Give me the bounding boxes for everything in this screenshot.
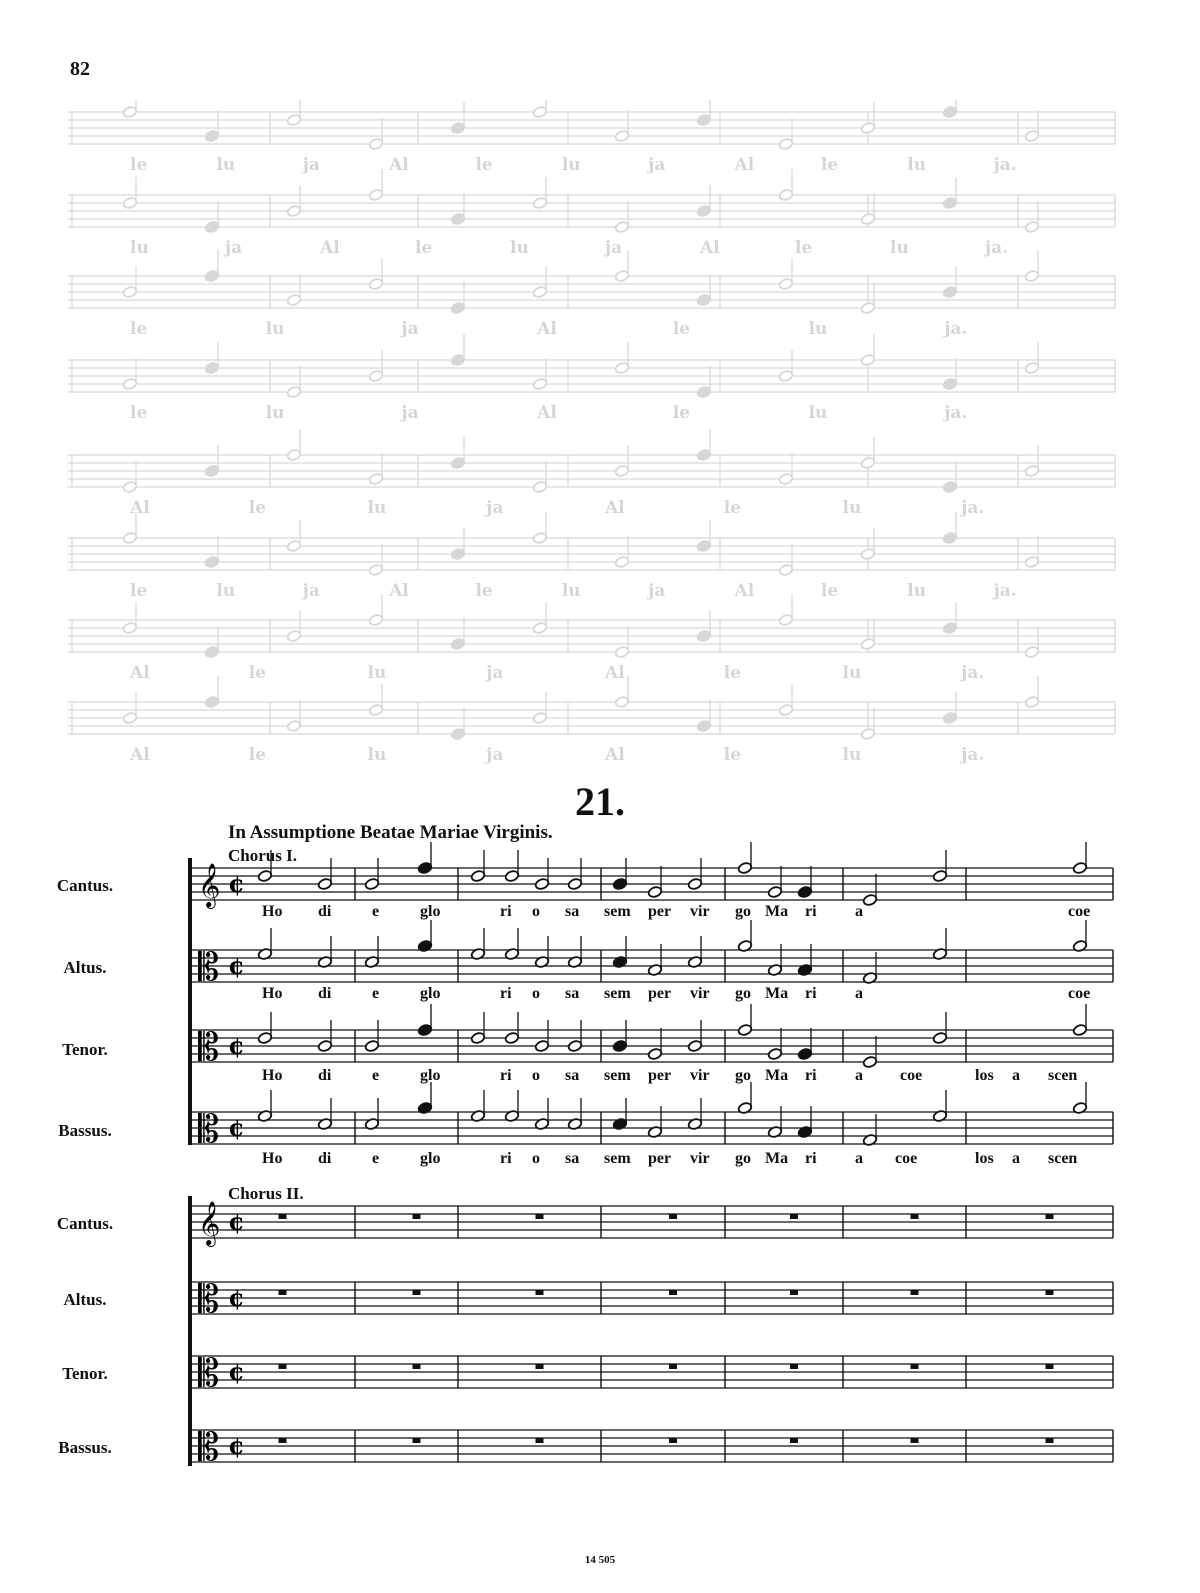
lyric-syllable: ri [500, 1067, 512, 1084]
faded-lyric-syllable: le [248, 498, 267, 518]
lyric-syllable: sa [565, 1067, 580, 1084]
faded-lyric-syllable: Al [130, 663, 150, 683]
faded-lyric-syllable: ja [302, 581, 320, 601]
whole-rest [536, 1214, 544, 1219]
whole-rest [1046, 1364, 1054, 1369]
faded-lyric-syllable: le [130, 319, 148, 339]
lyric-syllable: Ho [262, 903, 283, 920]
time-signature: ¢ [228, 869, 245, 898]
whole-rest [669, 1364, 677, 1369]
lyric-syllable: vir [690, 1067, 710, 1084]
whole-rest [279, 1290, 287, 1295]
lyric-syllable: o [532, 985, 540, 1002]
lyric-syllable: Ho [262, 1067, 283, 1084]
lyric-syllable: ri [500, 903, 512, 920]
faded-lyric-syllable: ja [486, 745, 504, 765]
faded-lyric-syllable: le [248, 745, 267, 765]
faded-lyric-syllable: ja [401, 319, 419, 339]
faded-lyric-syllable: Al [605, 745, 625, 765]
whole-rest [413, 1438, 421, 1443]
lyric-syllable: Ma [765, 1067, 789, 1084]
faded-lyric-syllable: Al [537, 403, 557, 423]
faded-lyric-syllable: ja. [993, 155, 1017, 175]
lyric-syllable: ri [500, 985, 512, 1002]
faded-lyric-syllable: le [795, 238, 813, 258]
time-signature: ¢ [228, 1357, 245, 1386]
faded-lyric-syllable: ja. [961, 745, 985, 765]
whole-rest [536, 1438, 544, 1443]
lyric-syllable: coe [1068, 985, 1091, 1002]
faded-lyric-syllable: Al [389, 581, 409, 601]
lyric-syllable: sa [565, 1150, 580, 1167]
faded-lyric-syllable: ja [605, 238, 623, 258]
chorus2-staff-3 [190, 1430, 1113, 1462]
faded-lyric-syllable: lu [561, 155, 581, 175]
piece-number: 21. [575, 779, 625, 824]
faded-lyric-syllable: le [723, 663, 742, 683]
whole-rest [669, 1290, 677, 1295]
lyric-syllable: ri [805, 985, 817, 1002]
chorus1-tenor-label: Tenor. [62, 1040, 108, 1059]
time-signature: ¢ [228, 1283, 245, 1312]
faded-lyric-syllable: lu [130, 238, 149, 258]
whole-rest [790, 1364, 798, 1369]
whole-rest [536, 1364, 544, 1369]
whole-rest [790, 1290, 798, 1295]
faded-lyric-syllable: Al [130, 745, 150, 765]
chorus2-staff-0 [190, 1206, 1113, 1238]
lyric-syllable: ri [805, 903, 817, 920]
faded-lyric-syllable: ja. [944, 319, 968, 339]
piece-title: In Assumptione Beatae Mariae Virginis. [228, 822, 553, 843]
lyric-syllable: vir [690, 903, 710, 920]
lyric-syllable: vir [690, 1150, 710, 1167]
lyric-syllable: Ma [765, 985, 789, 1002]
faded-lyric-syllable: ja [648, 581, 666, 601]
chorus1-clef-3: 𝄡 [198, 1107, 220, 1151]
faded-lyric-syllable: lu [216, 155, 236, 175]
chorus2-altus-label: Altus. [63, 1290, 107, 1309]
lyric-syllable: a [855, 903, 863, 920]
faded-lyric-syllable: lu [510, 238, 529, 258]
whole-rest [790, 1214, 798, 1219]
lyric-syllable: sa [565, 903, 580, 920]
whole-rest [1046, 1290, 1054, 1295]
faded-lyric-syllable: ja [486, 498, 504, 518]
lyric-syllable: los [975, 1067, 994, 1084]
lyric-syllable: glo [420, 1067, 441, 1084]
whole-rest [911, 1290, 919, 1295]
lyric-syllable: di [318, 1150, 332, 1167]
whole-rest [413, 1290, 421, 1295]
chorus1-clef-2: 𝄡 [198, 1025, 220, 1069]
lyric-syllable: ri [805, 1067, 817, 1084]
lyric-syllable: ri [500, 1150, 512, 1167]
faded-lyric-syllable: lu [808, 319, 828, 339]
whole-rest [911, 1364, 919, 1369]
whole-rest [413, 1364, 421, 1369]
whole-rest [1046, 1214, 1054, 1219]
chorus1-cantus-label: Cantus. [56, 876, 114, 895]
whole-rest [911, 1438, 919, 1443]
faded-lyric-syllable: ja [302, 155, 320, 175]
lyric-syllable: e [372, 985, 380, 1002]
chorus1-clef-0: 𝄞 [198, 863, 221, 907]
chorus2-clef-0: 𝄞 [198, 1201, 221, 1245]
faded-lyric-syllable: lu [890, 238, 909, 258]
chorus2-bassus-label: Bassus. [58, 1438, 112, 1457]
lyric-syllable: sem [604, 903, 631, 920]
lyric-syllable: a [1012, 1150, 1020, 1167]
lyric-syllable: go [735, 1150, 751, 1167]
lyric-syllable: glo [420, 1150, 441, 1167]
faded-lyric-syllable: ja [486, 663, 504, 683]
faded-lyric-syllable: ja. [993, 581, 1017, 601]
lyric-syllable: sem [604, 1067, 631, 1084]
lyric-syllable: coe [900, 1067, 923, 1084]
faded-lyric-syllable: le [820, 581, 839, 601]
lyric-syllable: per [648, 985, 672, 1002]
chorus1-altus-label: Altus. [63, 958, 107, 977]
faded-lyric-syllable: le [723, 745, 742, 765]
faded-lyric-syllable: lu [842, 745, 862, 765]
lyric-syllable: o [532, 1067, 540, 1084]
lyric-syllable: e [372, 1150, 380, 1167]
whole-rest [536, 1290, 544, 1295]
lyric-syllable: Ma [765, 903, 789, 920]
faded-lyric-syllable: lu [907, 581, 927, 601]
faded-lyric-syllable: Al [700, 238, 720, 258]
time-signature: ¢ [228, 1431, 245, 1460]
chorus1-clef-1: 𝄡 [198, 945, 220, 989]
faded-lyric-syllable: Al [734, 155, 755, 175]
whole-rest [911, 1214, 919, 1219]
lyric-syllable: glo [420, 985, 441, 1002]
lyric-syllable: scen [1048, 1067, 1078, 1084]
faded-lyric-syllable: Al [130, 498, 150, 518]
lyric-syllable: a [855, 1150, 863, 1167]
chorus2-clef-3: 𝄡 [198, 1425, 220, 1469]
faded-lyric-syllable: lu [367, 663, 387, 683]
whole-rest [1046, 1438, 1054, 1443]
lyric-syllable: per [648, 1067, 672, 1084]
lyric-syllable: sem [604, 1150, 631, 1167]
lyric-syllable: sem [604, 985, 631, 1002]
lyric-syllable: di [318, 985, 332, 1002]
chorus2-clef-2: 𝄡 [198, 1351, 220, 1395]
lyric-syllable: a [1012, 1067, 1020, 1084]
faded-lyric-syllable: lu [842, 663, 862, 683]
faded-lyric-syllable: le [723, 498, 742, 518]
faded-lyric-syllable: ja. [961, 498, 985, 518]
chorus-2-label: Chorus II. [228, 1184, 304, 1203]
faded-lyric-syllable: lu [907, 155, 927, 175]
lyric-syllable: e [372, 903, 380, 920]
faded-lyric-syllable: Al [734, 581, 755, 601]
faded-lyric-syllable: lu [265, 403, 285, 423]
faded-lyric-syllable: le [248, 663, 267, 683]
chorus2-staff-1 [190, 1282, 1113, 1314]
lyric-syllable: o [532, 1150, 540, 1167]
lyric-syllable: go [735, 1067, 751, 1084]
faded-lyric-syllable: le [672, 403, 691, 423]
faded-lyric-syllable: Al [537, 319, 557, 339]
chorus-1-label: Chorus I. [228, 846, 297, 865]
whole-rest [279, 1438, 287, 1443]
faded-lyric-syllable: lu [842, 498, 862, 518]
lyric-syllable: per [648, 903, 672, 920]
whole-rest [669, 1438, 677, 1443]
faded-lyric-syllable: Al [389, 155, 409, 175]
time-signature: ¢ [228, 1031, 245, 1060]
chorus2-staff-2 [190, 1356, 1113, 1388]
faded-lyric-syllable: Al [605, 663, 625, 683]
lyric-syllable: e [372, 1067, 380, 1084]
whole-rest [279, 1214, 287, 1219]
faded-lyric-syllable: ja [401, 403, 419, 423]
lyric-syllable: go [735, 985, 751, 1002]
faded-lyric-syllable: le [415, 238, 433, 258]
faded-lyric-syllable: lu [216, 581, 236, 601]
faded-lyric-syllable: Al [605, 498, 625, 518]
lyric-syllable: Ho [262, 985, 283, 1002]
faded-lyric-syllable: ja. [961, 663, 985, 683]
lyric-syllable: los [975, 1150, 994, 1167]
lyric-syllable: ri [805, 1150, 817, 1167]
lyric-syllable: coe [895, 1150, 918, 1167]
faded-lyric-syllable: le [475, 581, 493, 601]
lyric-syllable: a [855, 1067, 863, 1084]
faded-lyric-syllable: ja. [985, 238, 1009, 258]
faded-lyric-syllable: ja [225, 238, 243, 258]
faded-lyric-syllable: lu [561, 581, 581, 601]
lyric-syllable: scen [1048, 1150, 1078, 1167]
whole-rest [279, 1364, 287, 1369]
lyric-syllable: di [318, 903, 332, 920]
whole-rest [413, 1214, 421, 1219]
whole-rest [790, 1438, 798, 1443]
chorus2-tenor-label: Tenor. [62, 1364, 108, 1383]
faded-lyric-syllable: Al [320, 238, 340, 258]
lyric-syllable: coe [1068, 903, 1091, 920]
chorus2-clef-1: 𝄡 [198, 1277, 220, 1321]
lyric-syllable: sa [565, 985, 580, 1002]
lyric-syllable: vir [690, 985, 710, 1002]
lyric-syllable: di [318, 1067, 332, 1084]
faded-lyric-syllable: lu [265, 319, 285, 339]
time-signature: ¢ [228, 1113, 245, 1142]
whole-rest [669, 1214, 677, 1219]
lyric-syllable: go [735, 903, 751, 920]
page-number: 82 [70, 58, 90, 80]
lyric-syllable: glo [420, 903, 441, 920]
lyric-syllable: a [855, 985, 863, 1002]
time-signature: ¢ [228, 951, 245, 980]
faded-lyric-syllable: ja [648, 155, 666, 175]
lyric-syllable: Ho [262, 1150, 283, 1167]
faded-lyric-syllable: lu [367, 745, 387, 765]
lyric-syllable: o [532, 903, 540, 920]
faded-lyric-syllable: ja. [944, 403, 968, 423]
chorus1-bassus-label: Bassus. [58, 1121, 112, 1140]
plate-number: 14 505 [584, 1554, 616, 1566]
faded-lyric-syllable: le [130, 155, 148, 175]
faded-lyric-syllable: lu [808, 403, 828, 423]
faded-lyric-syllable: le [130, 581, 148, 601]
chorus2-cantus-label: Cantus. [56, 1214, 114, 1233]
faded-lyric-syllable: le [475, 155, 493, 175]
faded-lyric-syllable: le [672, 319, 691, 339]
faded-lyric-syllable: le [130, 403, 148, 423]
faded-lyric-syllable: lu [367, 498, 387, 518]
faded-lyric-syllable: le [820, 155, 839, 175]
time-signature: ¢ [228, 1207, 245, 1236]
lyric-syllable: Ma [765, 1150, 789, 1167]
lyric-syllable: per [648, 1150, 672, 1167]
